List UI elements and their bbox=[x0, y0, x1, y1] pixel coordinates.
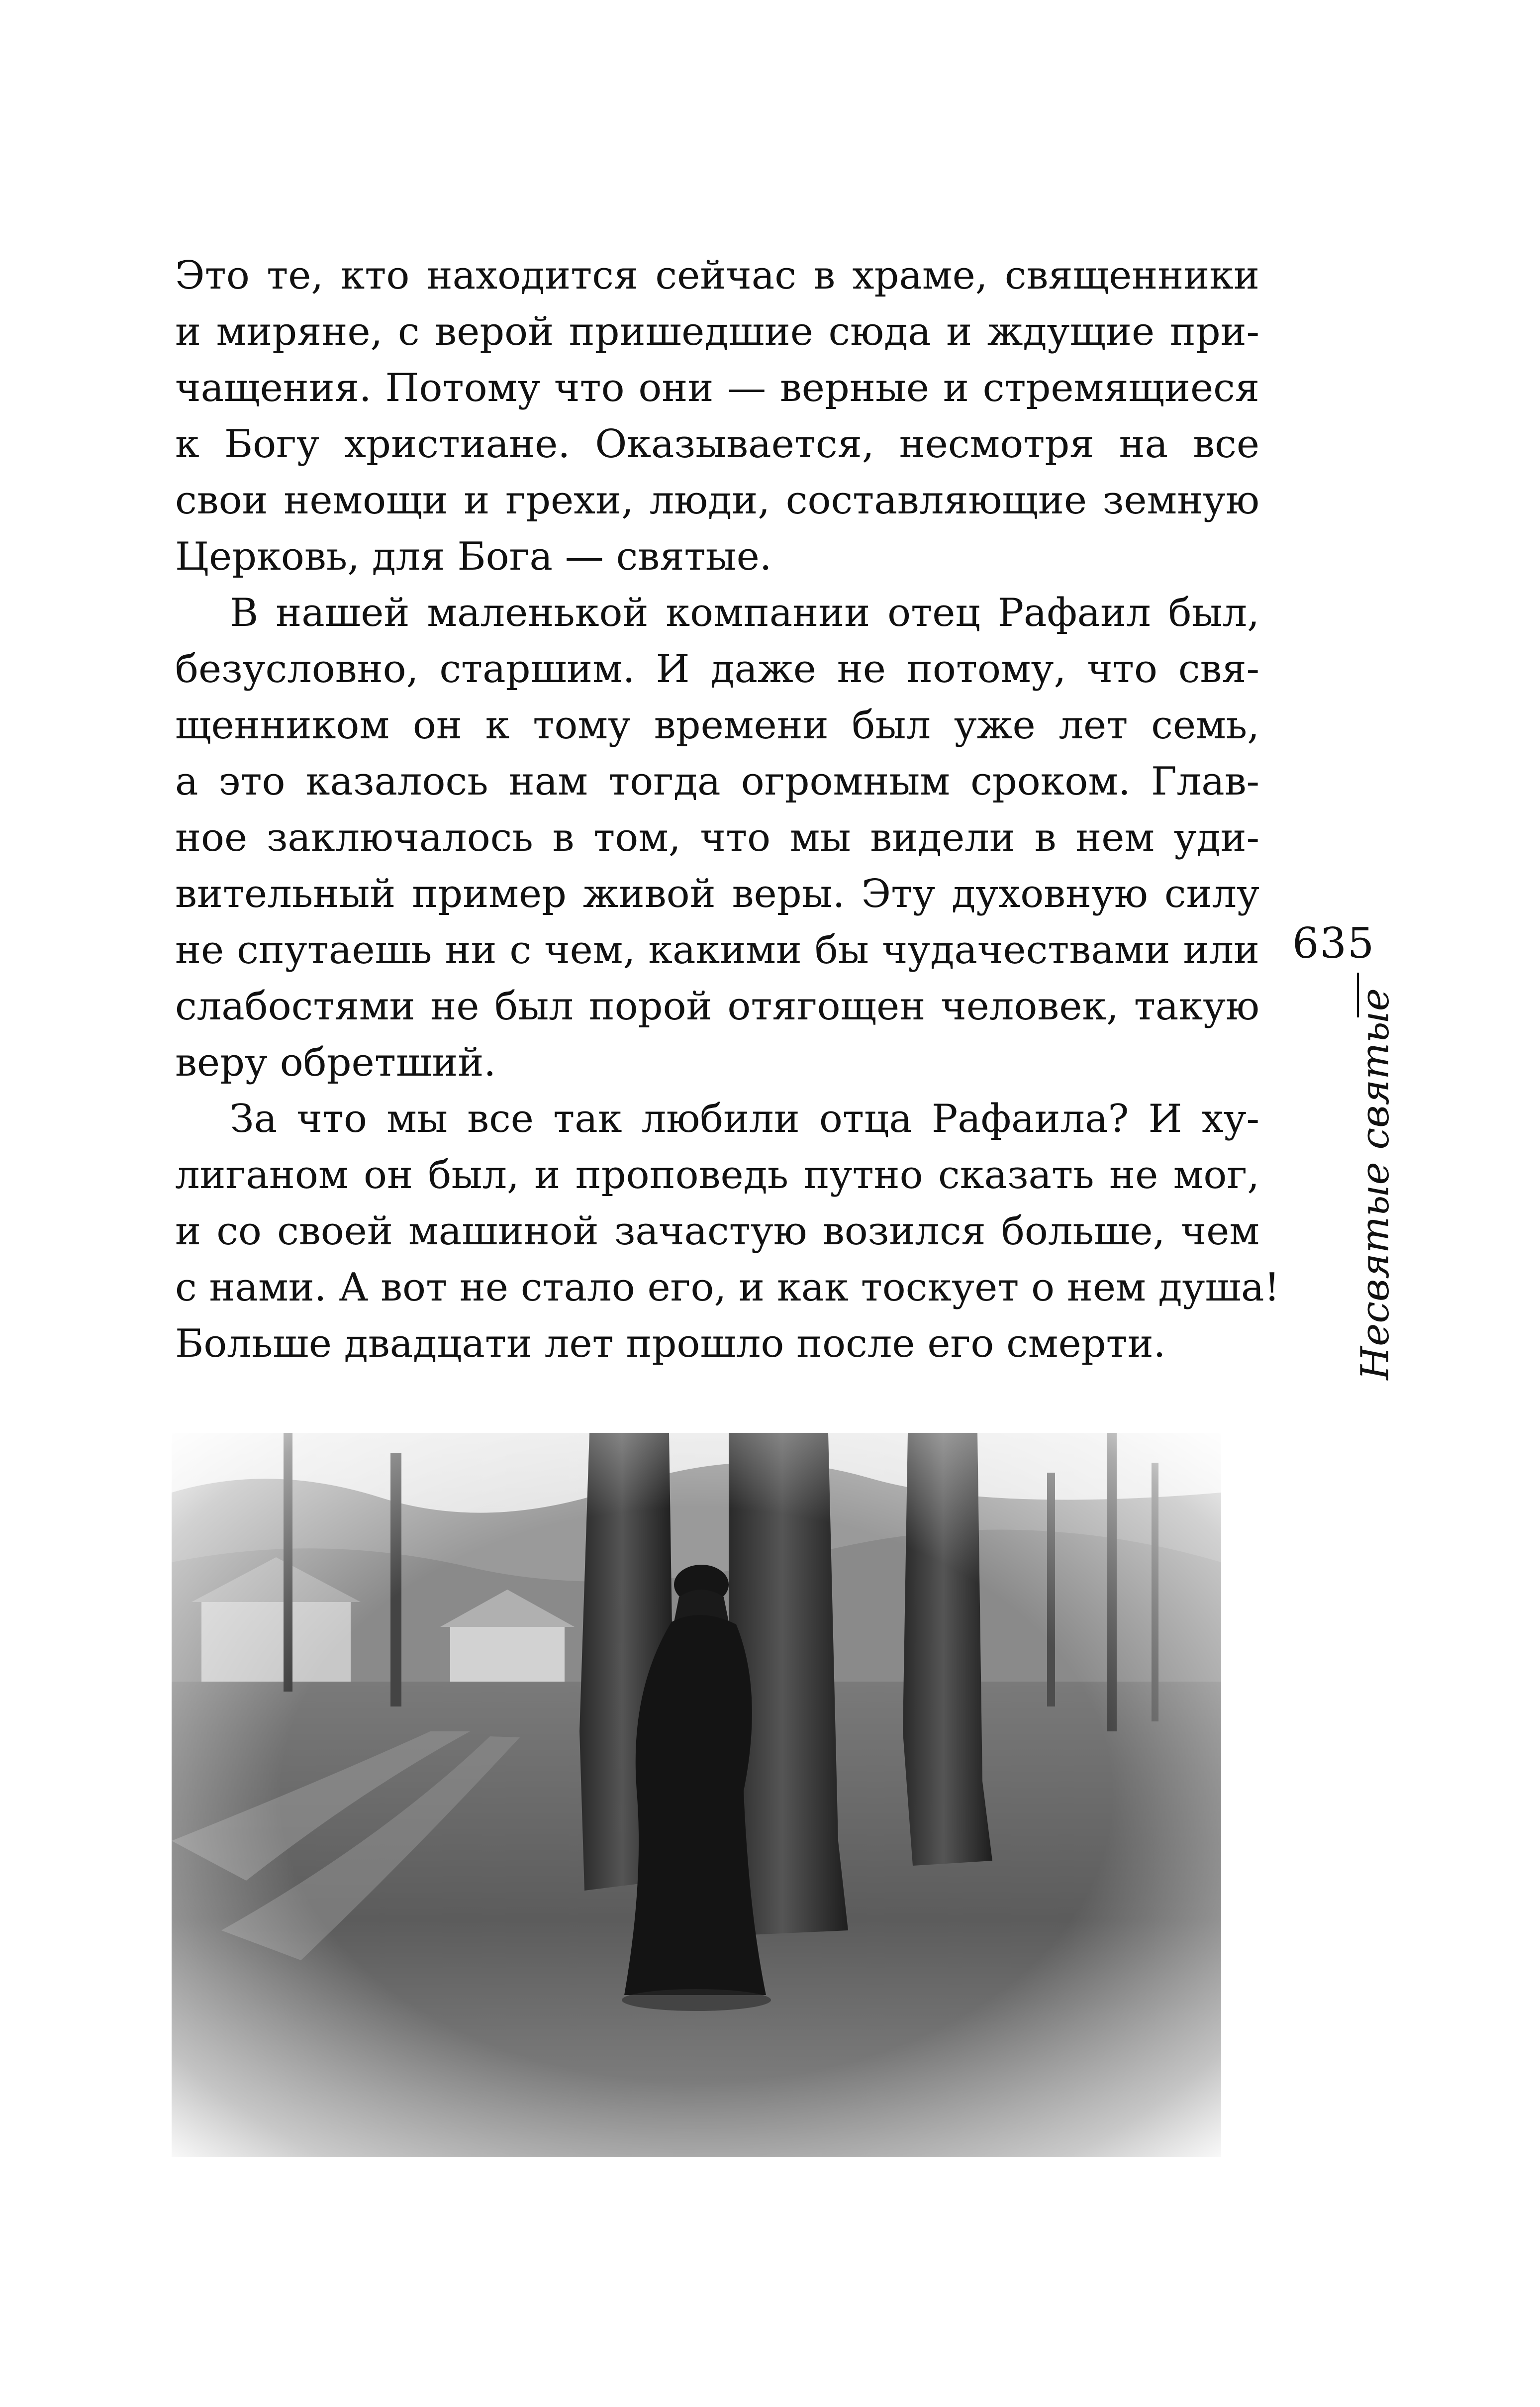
text-line: Церковь, для Бога — святые. bbox=[175, 534, 772, 579]
text-line: слабостями не был порой отягощен человек, такую bbox=[175, 984, 1259, 1029]
text-line: не спутаешь ни с чем, какими бы чудачествами или bbox=[175, 928, 1259, 973]
text-line: к Богу христиане. Оказывается, несмотря на все bbox=[175, 422, 1259, 467]
running-title-text: Несвятые святые bbox=[1353, 988, 1398, 1380]
body-text bbox=[175, 248, 1280, 1372]
text-line: За что мы все так любили отца Рафаила? И ху- bbox=[230, 1097, 1259, 1141]
text-line: веру обретший. bbox=[175, 1040, 496, 1085]
text-line: Это те, кто находится сейчас в храме, священники bbox=[175, 253, 1259, 298]
text-line: свои немощи и грехи, люди, составляющие земную bbox=[175, 478, 1259, 523]
text-line: щенником он к тому времени был уже лет семь, bbox=[175, 703, 1259, 748]
text-line: а это казалось нам тогда огромным сроком. Глав- bbox=[175, 759, 1259, 804]
text-line: вительный пример живой веры. Эту духовную силу bbox=[175, 872, 1259, 916]
text-line: безусловно, старшим. И даже не потому, что свя- bbox=[175, 647, 1259, 692]
text-line: лиганом он был, и проповедь путно сказать не мог, bbox=[175, 1153, 1259, 1198]
text-line: ное заключалось в том, что мы видели в нем уди- bbox=[175, 815, 1259, 860]
text-line: и со своей машиной зачастую возился больше, чем bbox=[175, 1209, 1259, 1254]
text-line: с нами. А вот не стало его, и как тоскует о нем душа! bbox=[175, 1265, 1280, 1310]
running-title bbox=[1353, 988, 1398, 1380]
photo-image bbox=[172, 1433, 1221, 2157]
text-line: В нашей маленькой компании отец Рафаил был, bbox=[230, 591, 1259, 635]
photo-monk-in-forest bbox=[172, 1433, 1221, 2157]
text-line: чащения. Потому что они — верные и стремящиеся bbox=[175, 366, 1259, 410]
text-line: и миряне, с верой пришедшие сюда и ждущие при- bbox=[175, 309, 1259, 354]
page-number: 635 bbox=[1292, 919, 1375, 968]
text-line: Больше двадцати лет прошло после его смерти. bbox=[175, 1321, 1166, 1366]
